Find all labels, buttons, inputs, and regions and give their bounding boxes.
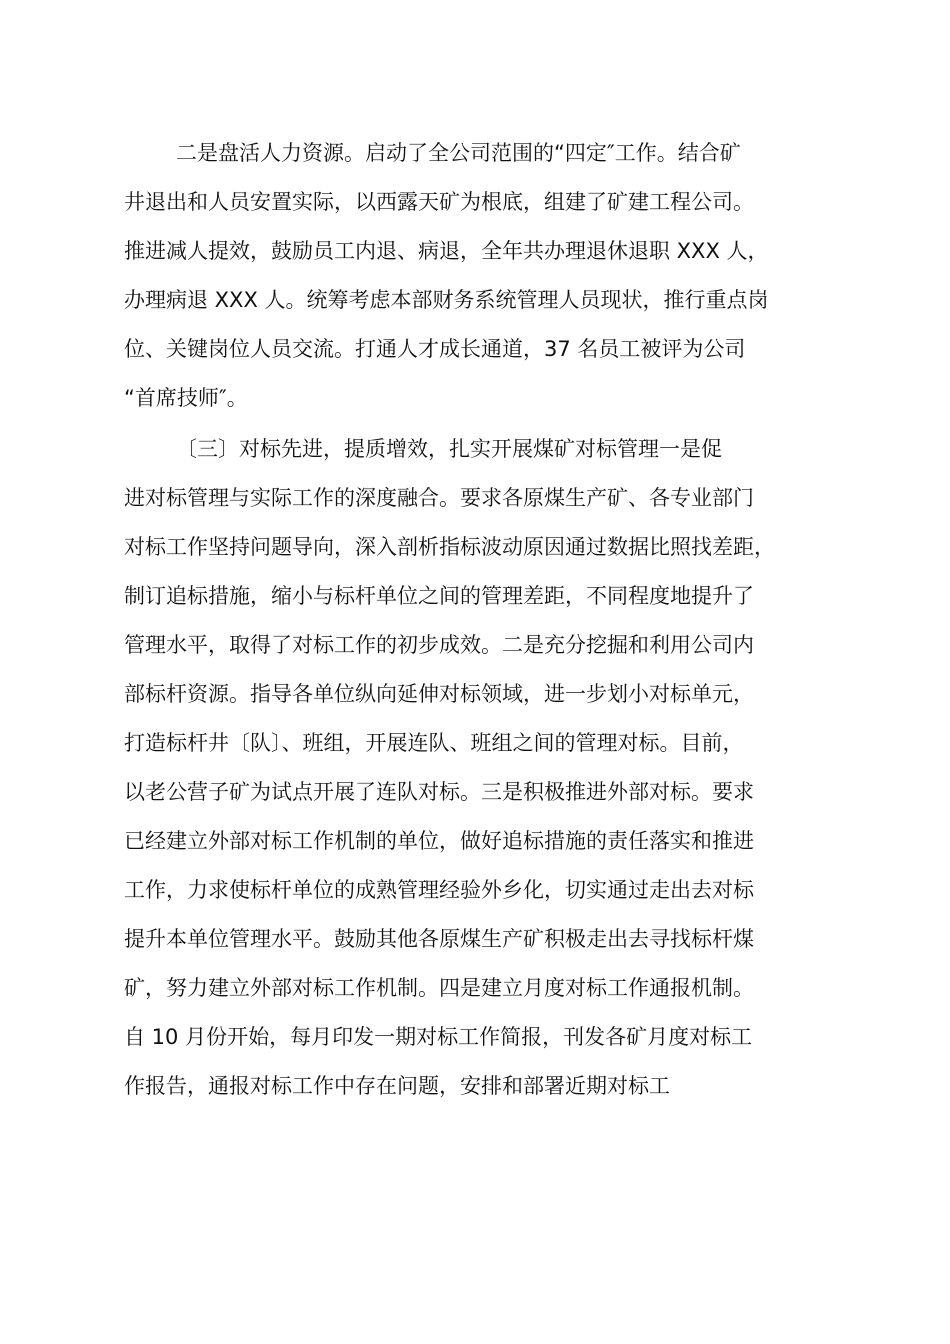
text-line: 已经建立外部对标工作机制的单位，做好追标措施的责任落实和推进 [124, 829, 754, 853]
text-line: 制订追标措施，缩小与标杆单位之间的管理差距，不同程度地提升了 [124, 584, 754, 608]
text-line: 工作，力求使标杆单位的成熟管理经验外乡化，切实通过走出去对标 [124, 878, 754, 902]
text-line: 打造标杆井〔队〕、班组，开展连队、班组之间的管理对标。目前， [124, 731, 744, 755]
text-line: 矿，努力建立外部对标工作机制。四是建立月度对标工作通报机制。 [124, 976, 754, 1000]
text-line: 自 10 月份开始，每月印发一期对标工作简报，刊发各矿月度对标工 [124, 1025, 753, 1049]
text-line: 进对标管理与实际工作的深度融合。要求各原煤生产矿、各专业部门 [124, 486, 754, 510]
paragraph-human-resources [124, 129, 844, 423]
text-line: 井退出和人员安置实际，以西露天矿为根底，组建了矿建工程公司。 [124, 190, 754, 214]
text-line: 推进减人提效，鼓励员工内退、病退，全年共办理退休退职 XXX 人， [124, 239, 769, 263]
paragraph-benchmarking [124, 425, 844, 1111]
text-line: “首席技师″。 [124, 386, 248, 410]
text-line: 部标杆资源。指导各单位纵向延伸对标领域，进一步划小对标单元， [124, 682, 754, 706]
text-line: 办理病退 XXX 人。统筹考虑本部财务系统管理人员现状，推行重点岗 [124, 288, 769, 312]
text-line: 二是盘活人力资源。启动了全公司范围的“四定″工作。结合矿 [176, 141, 741, 165]
text-line: 位、关键岗位人员交流。打通人才成长通道，37 名员工被评为公司 [124, 337, 746, 361]
text-line: 作报告，通报对标工作中存在问题，安排和部署近期对标工 [124, 1074, 670, 1098]
text-line: 对标工作坚持问题导向，深入剖析指标波动原因通过数据比照找差距， [124, 535, 775, 559]
text-line: 〔三〕对标先进，提质增效，扎实开展煤矿对标管理一是促 [176, 437, 722, 461]
text-line: 提升本单位管理水平。鼓励其他各原煤生产矿积极走出去寻找标杆煤 [124, 927, 754, 951]
text-line: 管理水平，取得了对标工作的初步成效。二是充分挖掘和利用公司内 [124, 633, 754, 657]
text-line: 以老公营子矿为试点开展了连队对标。三是积极推进外部对标。要求 [124, 780, 754, 804]
